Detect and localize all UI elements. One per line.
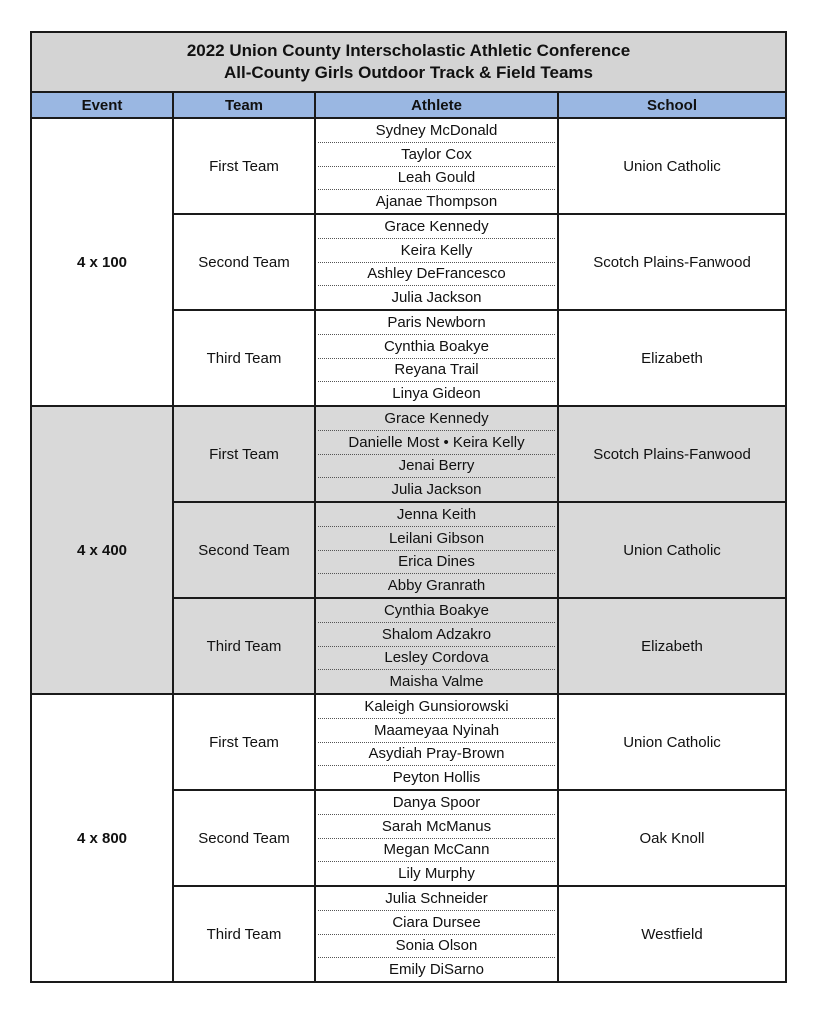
title-line-2: All-County Girls Outdoor Track & Field Teams [223, 63, 594, 82]
team-label: Third Team [174, 887, 316, 981]
athlete-name: Kaleigh Gunsiorowski [318, 695, 555, 719]
event-block [32, 407, 785, 695]
athlete-name: Julia Schneider [318, 887, 555, 911]
team-label: First Team [174, 407, 316, 501]
header-school: School [646, 96, 697, 114]
team-row [174, 407, 785, 503]
athlete-name: Peyton Hollis [392, 769, 481, 787]
athlete-list [316, 215, 559, 309]
athlete-name: Leilani Gibson [318, 527, 555, 551]
athlete-list [316, 791, 559, 885]
athlete-name: Lesley Cordova [318, 647, 555, 671]
athlete-name: Danya Spoor [318, 791, 555, 815]
athlete-list [316, 311, 559, 405]
athlete-name: Linya Gideon [392, 385, 481, 403]
team-label: Third Team [174, 599, 316, 693]
athlete-name: Lily Murphy [398, 865, 475, 883]
athlete-name: Ajanae Thompson [375, 193, 498, 211]
team-group [174, 695, 785, 981]
team-row [174, 311, 785, 405]
athlete-name: Erica Dines [318, 551, 555, 575]
athlete-name: Sarah McManus [318, 815, 555, 839]
event-block [32, 695, 785, 981]
event-name: 4 x 800 [32, 695, 174, 981]
team-row [174, 119, 785, 215]
column-header-row [32, 93, 785, 119]
athlete-name: Maameyaa Nyinah [318, 719, 555, 743]
athlete-name: Asydiah Pray-Brown [318, 743, 555, 767]
athlete-list [316, 887, 559, 981]
team-label: First Team [174, 119, 316, 213]
header-team: Team [174, 93, 316, 117]
table-body [32, 119, 785, 981]
school-name: Scotch Plains-Fanwood [593, 253, 751, 271]
athlete-list [316, 695, 559, 789]
event-name: 4 x 400 [32, 407, 174, 693]
athlete-name: Keira Kelly [318, 239, 555, 263]
team-row [174, 791, 785, 887]
header-event: Event [32, 93, 174, 117]
athlete-name: Julia Jackson [391, 481, 482, 499]
athlete-name: Reyana Trail [318, 359, 555, 383]
team-label: Third Team [174, 311, 316, 405]
athlete-name: Shalom Adzakro [318, 623, 555, 647]
team-row [174, 503, 785, 599]
team-label: Second Team [174, 503, 316, 597]
athlete-name: Grace Kennedy [318, 407, 555, 431]
athlete-list [316, 503, 559, 597]
event-block [32, 119, 785, 407]
school-name: Union Catholic [623, 157, 721, 175]
team-group [174, 407, 785, 693]
athlete-name: Ciara Dursee [318, 911, 555, 935]
event-name: 4 x 100 [32, 119, 174, 405]
athlete-name: Danielle Most • Keira Kelly [318, 431, 555, 455]
school-name: Union Catholic [623, 541, 721, 559]
athlete-name: Jenai Berry [318, 455, 555, 479]
athlete-name: Sydney McDonald [318, 119, 555, 143]
school-name: Elizabeth [641, 637, 703, 655]
athlete-name: Grace Kennedy [318, 215, 555, 239]
athlete-name: Megan McCann [318, 839, 555, 863]
athlete-name: Jenna Keith [318, 503, 555, 527]
title-line-1: 2022 Union County Interscholastic Athletic Conference [186, 41, 631, 60]
athlete-name: Ashley DeFrancesco [318, 263, 555, 287]
school-name: Union Catholic [623, 733, 721, 751]
athlete-list [316, 407, 559, 501]
team-row [174, 215, 785, 311]
athlete-name: Emily DiSarno [388, 961, 485, 979]
athlete-name: Cynthia Boakye [318, 599, 555, 623]
header-athlete: Athlete [316, 93, 559, 117]
school-name: Westfield [641, 925, 703, 943]
athlete-list [316, 599, 559, 693]
school-name: Elizabeth [641, 349, 703, 367]
athlete-list [316, 119, 559, 213]
team-label: Second Team [174, 791, 316, 885]
school-name: Scotch Plains-Fanwood [593, 445, 751, 463]
athlete-name: Paris Newborn [318, 311, 555, 335]
athlete-name: Taylor Cox [318, 143, 555, 167]
athlete-name: Maisha Valme [389, 673, 484, 691]
team-row [174, 887, 785, 981]
table-title [32, 33, 785, 93]
team-row [174, 695, 785, 791]
school-name: Oak Knoll [639, 829, 705, 847]
team-label: First Team [174, 695, 316, 789]
roster-table [30, 31, 787, 983]
athlete-name: Julia Jackson [391, 289, 482, 307]
team-label: Second Team [174, 215, 316, 309]
athlete-name: Leah Gould [318, 167, 555, 191]
athlete-name: Cynthia Boakye [318, 335, 555, 359]
athlete-name: Sonia Olson [318, 935, 555, 959]
team-group [174, 119, 785, 405]
team-row [174, 599, 785, 693]
athlete-name: Abby Granrath [387, 577, 486, 595]
